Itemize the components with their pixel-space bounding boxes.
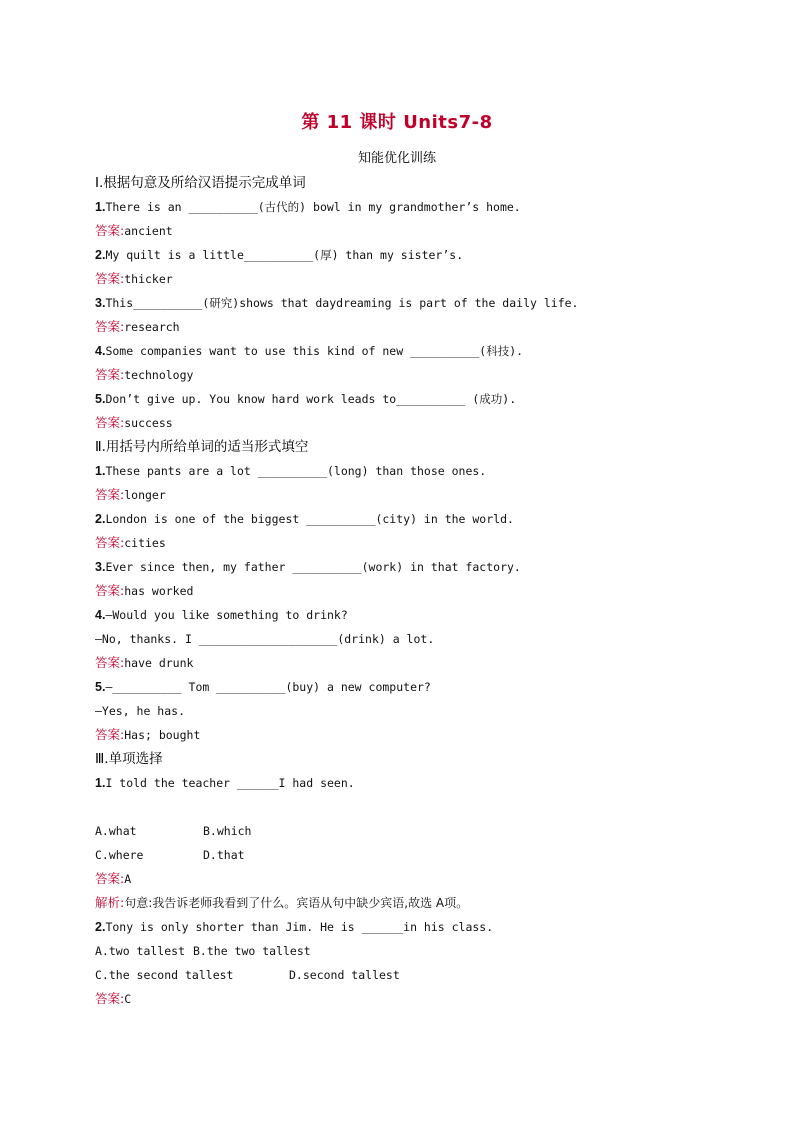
answer-label: 答案:: [95, 415, 125, 430]
question-number: 5.: [95, 392, 106, 406]
answer-text: Has; bought: [124, 728, 201, 742]
answer-line: [95, 651, 735, 675]
blank-spacer: [95, 795, 735, 819]
answer-label: 答案:: [95, 871, 125, 886]
question-number: 3.: [95, 296, 106, 310]
worksheet-content: [95, 171, 735, 1011]
answer-text: success: [124, 416, 173, 430]
answer-label: 答案:: [95, 319, 125, 334]
question-number: 5.: [95, 680, 106, 694]
section-2-heading: Ⅱ.用括号内所给单词的适当形式填空: [95, 439, 309, 455]
analysis-line: [95, 891, 735, 915]
answer-label: 答案:: [95, 727, 125, 742]
question: [95, 339, 735, 363]
question-number: 1.: [95, 464, 106, 478]
question-text: Don’t give up. You know hard work leads to__________ (成功).: [105, 392, 517, 406]
answer-line: [95, 867, 735, 891]
page-subtitle: 知能优化训练: [357, 151, 436, 166]
question: [95, 195, 735, 219]
answer-line: [95, 483, 735, 507]
question-number: 2.: [95, 512, 106, 526]
question-number: 1.: [95, 776, 106, 790]
option-b: B.which: [203, 824, 252, 838]
question-number: 4.: [95, 344, 106, 358]
options-row: [95, 819, 735, 843]
answer-text: C: [124, 992, 132, 1006]
question: [95, 915, 735, 939]
question-text: There is an __________(古代的) bowl in my grandmother’s home.: [105, 200, 521, 214]
answer-line: [95, 579, 735, 603]
answer-text: has worked: [124, 584, 194, 598]
question-text: Ever since then, my father __________(work) in that factory.: [105, 560, 521, 574]
question-number: 1.: [95, 200, 106, 214]
answer-text: have drunk: [124, 656, 194, 670]
question: [95, 243, 735, 267]
answer-line: [95, 411, 735, 435]
answer-text: thicker: [124, 272, 173, 286]
question-text: London is one of the biggest __________(city) in the world.: [105, 512, 514, 526]
options-row: [95, 843, 735, 867]
question-text: I told the teacher ______I had seen.: [105, 776, 355, 790]
question-number: 4.: [95, 608, 106, 622]
option-d: D.second tallest: [289, 968, 400, 982]
question: [95, 387, 735, 411]
question-text: My quilt is a little__________(厚) than my sister’s.: [105, 248, 464, 262]
analysis-text: 句意:我告诉老师我看到了什么。宾语从句中缺少宾语,故选 A项。: [124, 896, 469, 910]
answer-label: 答案:: [95, 655, 125, 670]
question-text: —Would you like something to drink?: [105, 608, 348, 622]
analysis-label: 解析:: [95, 895, 125, 910]
question-number: 3.: [95, 560, 106, 574]
option-c: C.where: [95, 848, 144, 862]
question: [95, 771, 735, 795]
option-b: B.the two tallest: [193, 944, 311, 958]
question-continuation: —No, thanks. I ____________________(drink) a lot.: [95, 632, 435, 646]
question: [95, 291, 735, 315]
option-c: C.the second tallest: [95, 968, 234, 982]
answer-line: [95, 315, 735, 339]
answer-label: 答案:: [95, 271, 125, 286]
question: [95, 603, 735, 627]
answer-line: [95, 363, 735, 387]
answer-label: 答案:: [95, 583, 125, 598]
section-3-heading: Ⅲ.单项选择: [95, 751, 163, 767]
answer-label: 答案:: [95, 487, 125, 502]
question-continuation: —Yes, he has.: [95, 704, 186, 718]
question-text: —__________ Tom __________(buy) a new computer?: [105, 680, 431, 694]
question-number: 2.: [95, 248, 106, 262]
question: [95, 555, 735, 579]
answer-text: ancient: [124, 224, 173, 238]
answer-line: [95, 987, 735, 1011]
question: [95, 507, 735, 531]
answer-text: technology: [124, 368, 194, 382]
question-text: These pants are a lot __________(long) than those ones.: [105, 464, 487, 478]
answer-label: 答案:: [95, 535, 125, 550]
section-1-heading: Ⅰ.根据句意及所给汉语提示完成单词: [95, 175, 306, 191]
question-text: This__________(研究)shows that daydreaming is part of the daily life.: [105, 296, 579, 310]
option-a: A.two tallest: [95, 944, 186, 958]
answer-text: research: [124, 320, 180, 334]
answer-text: A: [124, 872, 132, 886]
answer-text: cities: [124, 536, 166, 550]
answer-label: 答案:: [95, 223, 125, 238]
question: [95, 459, 735, 483]
question-text: Some companies want to use this kind of new __________(科技).: [105, 344, 524, 358]
question: [95, 675, 735, 699]
answer-line: [95, 531, 735, 555]
page-title: 第 11 课时 Units7-8: [301, 112, 493, 133]
question-text: Tony is only shorter than Jim. He is ______in his class.: [105, 920, 494, 934]
options-row: [95, 939, 735, 963]
question-number: 2.: [95, 920, 106, 934]
answer-line: [95, 723, 735, 747]
option-a: A.what: [95, 824, 137, 838]
option-d: D.that: [203, 848, 245, 862]
answer-label: 答案:: [95, 991, 125, 1006]
answer-line: [95, 267, 735, 291]
answer-text: longer: [124, 488, 166, 502]
answer-label: 答案:: [95, 367, 125, 382]
answer-line: [95, 219, 735, 243]
options-row: [95, 963, 735, 987]
